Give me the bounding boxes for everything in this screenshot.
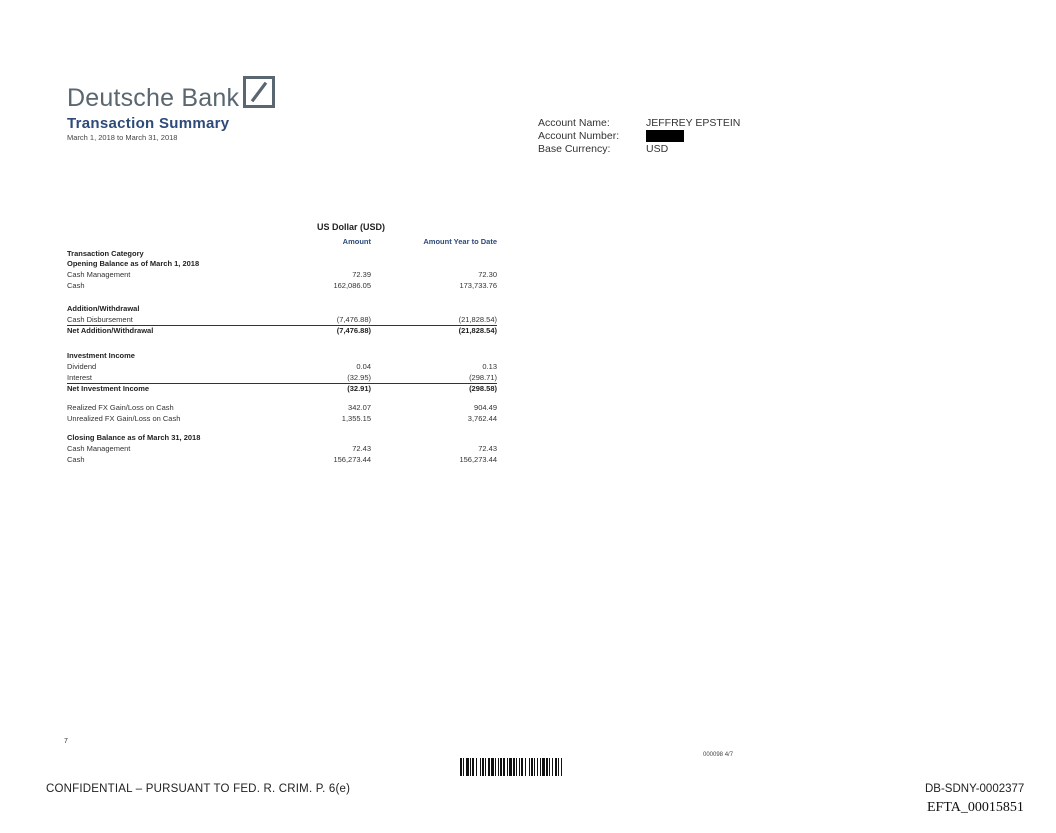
account-name-row	[538, 117, 740, 130]
row-ytd: (298.58)	[469, 384, 497, 393]
account-number-redaction	[646, 130, 684, 142]
account-name-value: JEFFREY EPSTEIN	[646, 117, 741, 129]
row-label: Interest	[67, 373, 93, 382]
table-row	[67, 362, 497, 371]
row-amount: (32.95)	[347, 373, 371, 382]
account-number-label: Account Number:	[538, 130, 620, 142]
row-label: Net Addition/Withdrawal	[67, 326, 154, 335]
bank-logo-icon	[243, 76, 275, 108]
table-row	[67, 304, 497, 313]
page-number: 7	[64, 738, 68, 745]
barcode-image	[460, 758, 612, 776]
table-row	[67, 326, 497, 335]
table-row	[67, 315, 497, 324]
row-label: Addition/Withdrawal	[67, 304, 140, 313]
row-amount: 72.43	[352, 444, 371, 453]
confidentiality-notice: CONFIDENTIAL – PURSUANT TO FED. R. CRIM. P. 6(e)	[46, 783, 351, 795]
row-ytd: 0.13	[482, 362, 497, 371]
row-label: Cash	[67, 455, 85, 464]
row-amount: 342.07	[348, 403, 371, 412]
base-currency-row	[538, 143, 740, 156]
account-info	[538, 117, 740, 156]
row-label: Cash Disbursement	[67, 315, 133, 324]
table-row	[67, 281, 497, 290]
bates-number: DB-SDNY-0002377	[925, 783, 1025, 795]
currency-header: US Dollar (USD)	[317, 222, 386, 232]
row-amount: 1,355.15	[341, 414, 371, 423]
row-amount: (32.91)	[347, 384, 371, 393]
table-row	[67, 270, 497, 279]
row-label: Transaction Category	[67, 249, 144, 258]
row-ytd: 72.30	[478, 270, 497, 279]
row-amount: (7,476.88)	[336, 315, 371, 324]
row-label: Opening Balance as of March 1, 2018	[67, 259, 200, 268]
row-ytd: 72.43	[478, 444, 497, 453]
base-currency-label: Base Currency:	[538, 143, 611, 155]
row-ytd: (21,828.54)	[458, 315, 497, 324]
base-currency-value: USD	[646, 143, 669, 155]
row-label: Unrealized FX Gain/Loss on Cash	[67, 414, 181, 423]
bank-logo-wordmark: Deutsche Bank	[67, 84, 240, 112]
row-label: Investment Income	[67, 351, 135, 360]
row-label: Closing Balance as of March 31, 2018	[67, 433, 201, 442]
table-row	[67, 249, 497, 258]
row-amount: 156,273.44	[333, 455, 371, 464]
row-label: Net Investment Income	[67, 384, 150, 393]
amount-column-header: Amount	[342, 237, 371, 246]
table-row	[67, 433, 497, 442]
ytd-column-header: Amount Year to Date	[423, 237, 497, 246]
row-amount: 162,086.05	[333, 281, 371, 290]
row-ytd: 904.49	[474, 403, 497, 412]
row-ytd: 173,733.76	[459, 281, 497, 290]
row-amount: (7,476.88)	[336, 326, 371, 335]
sequence-code: 000098 4/7	[703, 752, 734, 758]
row-label: Cash Management	[67, 270, 131, 279]
row-ytd: 3,762.44	[467, 414, 497, 423]
table-row	[67, 403, 497, 412]
efta-number: EFTA_00015851	[927, 800, 1024, 815]
row-label: Cash	[67, 281, 85, 290]
row-ytd: (298.71)	[469, 373, 497, 382]
table-row	[67, 444, 497, 453]
row-ytd: 156,273.44	[459, 455, 497, 464]
account-number-row	[538, 130, 740, 143]
table-row	[67, 373, 497, 382]
row-label: Realized FX Gain/Loss on Cash	[67, 403, 174, 412]
table-row	[67, 414, 497, 423]
table-row	[67, 259, 497, 268]
table-row	[67, 384, 497, 393]
row-amount: 0.04	[356, 362, 371, 371]
document-title: Transaction Summary	[67, 115, 230, 132]
row-label: Dividend	[67, 362, 97, 371]
table-row	[67, 455, 497, 464]
row-amount: 72.39	[352, 270, 371, 279]
statement-period: March 1, 2018 to March 31, 2018	[67, 133, 178, 142]
account-name-label: Account Name:	[538, 117, 610, 129]
table-row	[67, 351, 497, 360]
row-label: Cash Management	[67, 444, 131, 453]
row-ytd: (21,828.54)	[458, 326, 497, 335]
